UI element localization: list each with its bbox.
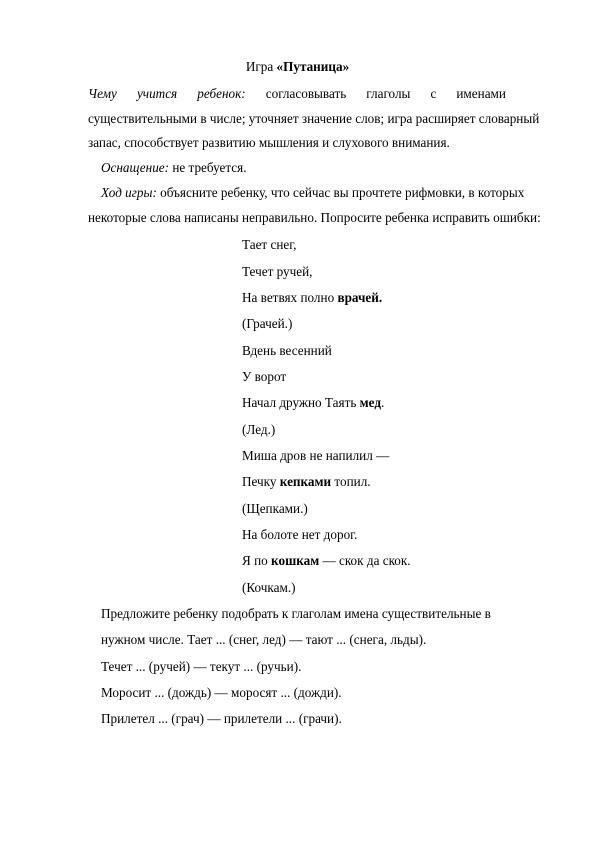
tail-line: Течет ... (ручей) — текут ... (ручьи). (101, 659, 302, 674)
poem-answer: (Лед.) (242, 422, 276, 437)
goal-label-word: ребенок: (197, 86, 246, 101)
procedure-line-2: некоторые слова написаны неправильно. Попросите ребенка исправить ошибки: (88, 210, 541, 225)
procedure-label: Ход игры: (101, 185, 157, 200)
poem-text: Печку (242, 474, 280, 489)
poem-line (242, 395, 384, 411)
equipment-paragraph (101, 160, 247, 176)
poem-line: Вдень весенний (242, 343, 332, 358)
goal-line-2: существительными в числе; уточняет значение слов; игра расширяет словарный (88, 111, 540, 126)
poem-answer: (Кочкам.) (242, 580, 296, 595)
procedure-line-1 (101, 185, 524, 201)
poem-line: Миша дров не напилил — (242, 448, 390, 463)
goal-label-word: учится (136, 86, 178, 101)
tail-line: нужном числе. Тает ... (снег, лед) — тают ... (снега, льды). (101, 632, 427, 647)
poem-text: Начал дружно Таять (242, 395, 360, 410)
poem-text: На ветвях полно (242, 290, 338, 305)
procedure-text: объясните ребенку, что сейчас вы прочтете рифмовки, в которых (156, 185, 525, 200)
poem-mistake-word: врачей. (337, 290, 383, 305)
equipment-text: не требуется. (169, 160, 247, 175)
poem-line (242, 553, 411, 569)
title-game-name: «Путаница» (276, 59, 350, 74)
page-title (0, 59, 595, 75)
poem-text: . (381, 395, 385, 410)
poem-answer: (Грачей.) (242, 316, 293, 331)
tail-line: Прилетел ... (грач) — прилетели ... (грачи). (101, 711, 342, 726)
goal-word: согласовывать (265, 86, 347, 101)
equipment-label: Оснащение: (101, 160, 170, 175)
goal-label-word: Чему (88, 86, 117, 101)
tail-line: Предложите ребенку подобрать к глаголам имена существительные в (101, 606, 491, 621)
poem-line: У ворот (242, 369, 287, 384)
poem-line (242, 474, 371, 490)
poem-mistake-word: мед (359, 395, 381, 410)
goal-word: с (430, 86, 437, 101)
goal-line-1 (88, 86, 506, 102)
poem-text: — скок да скок. (319, 553, 411, 568)
goal-line-3: запас, способствует развитию мышления и слухового внимания. (88, 135, 450, 150)
poem-line: На болоте нет дорог. (242, 527, 358, 542)
poem-mistake-word: кепками (279, 474, 332, 489)
poem-text: Я по (242, 553, 272, 568)
poem-line: Течет ручей, (242, 264, 313, 279)
poem-text: топил. (331, 474, 371, 489)
title-prefix: Игра (245, 59, 274, 74)
poem-mistake-word: кошкам (271, 553, 320, 568)
poem-line (242, 290, 382, 306)
goal-word: именами (456, 86, 506, 101)
poem-answer: (Щепками.) (242, 501, 308, 516)
goal-word: глаголы (366, 86, 411, 101)
poem-line: Тает снег, (242, 237, 297, 252)
tail-line: Моросит ... (дождь) — моросят ... (дожди). (101, 685, 342, 700)
